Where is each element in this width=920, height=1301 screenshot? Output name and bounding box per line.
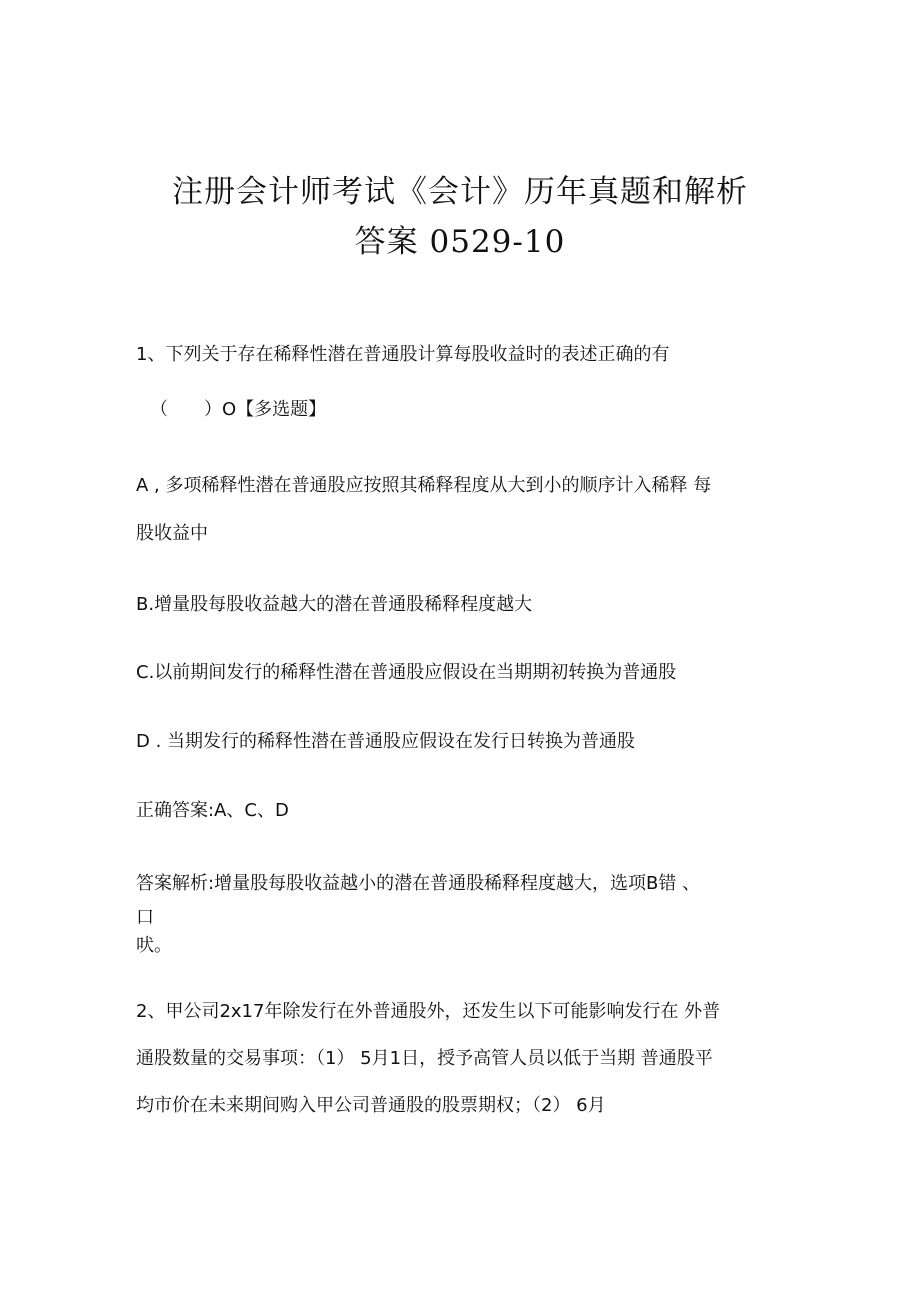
document-title-line-1: 注册会计师考试《会计》历年真题和解析 bbox=[172, 174, 748, 210]
question-1-analysis-line-3: 吠。 bbox=[136, 935, 172, 956]
question-1-option-d: D . 当期发行的稀释性潜在普通股应假设在发行日转换为普通股 bbox=[136, 731, 636, 752]
question-1-option-c: C.以前期间发行的稀释性潜在普通股应假设在当期期初转换为普通股 bbox=[136, 662, 677, 683]
question-1-analysis-line-2: 口 bbox=[136, 907, 154, 928]
document-title-line-2: 答案 0529-10 bbox=[354, 224, 566, 260]
question-1-option-b: B.增量股每股收益越大的潜在普通股稀释程度越大 bbox=[136, 594, 533, 615]
question-2-stem-line-3: 均市价在未来期间购入甲公司普通股的股票期权；（2） 6月 bbox=[136, 1095, 606, 1116]
question-1-correct-answer: 正确答案:A、C、D bbox=[136, 800, 289, 821]
question-1-stem-line-2: （ ）O【多选题】 bbox=[150, 399, 327, 420]
question-2-stem-line-1: 2、甲公司2x17年除发行在外普通股外，还发生以下可能影响发行在 外普 bbox=[136, 1001, 721, 1022]
question-1-option-a-line-1: A , 多项稀释性潜在普通股应按照其稀释程度从大到小的顺序计入稀释 每 bbox=[136, 475, 712, 496]
question-1-analysis-line-1: 答案解析:增量股每股收益越小的潜在普通股稀释程度越大，选项B错 、 bbox=[136, 873, 701, 894]
question-1-option-a-line-2: 股收益中 bbox=[136, 523, 208, 544]
question-1-stem-line-1: 1、下列关于存在稀释性潜在普通股计算每股收益时的表述正确的有 bbox=[136, 344, 670, 365]
question-2-stem-line-2: 通股数量的交易事项：（1） 5月1日，授予高管人员以低于当期 普通股平 bbox=[136, 1048, 713, 1069]
